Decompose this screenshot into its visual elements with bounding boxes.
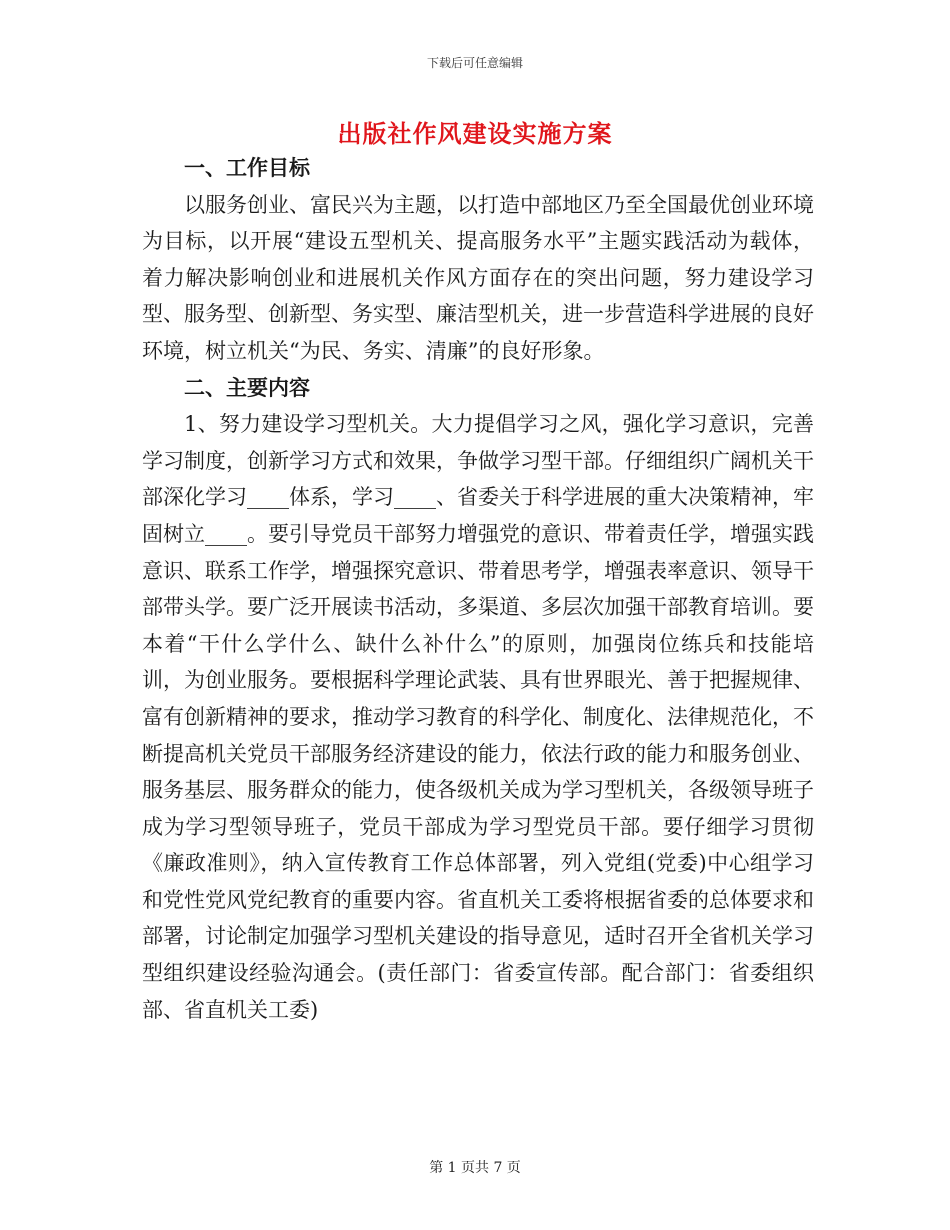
document-body: [142, 150, 814, 1028]
paragraph-learning-organization: 1、努力建设学习型机关。大力提倡学习之风，强化学习意识，完善学习制度，创新学习方式和效果，争做学习型干部。仔细组织广阔机关干部深化学习____体系，学习____、省委关于科学进展的重大决策精神，牢固树立____。要引导党员干部努力增强党的意识、带着责任学，增强实践意识、联系工作学，增强探究意识、带着思考学，增强表率意识、领导干部带头学。要广泛开展读书活动，多渠道、多层次加强干部教育培训。要本着“干什么学什么、缺什么补什么”的原则，加强岗位练兵和技能培训，为创业服务。要根据科学理论武装、具有世界眼光、善于把握规律、富有创新精神的要求，推动学习教育的科学化、制度化、法律规范化，不断提高机关党员干部服务经济建设的能力，依法行政的能力和服务创业、服务基层、服务群众的能力，使各级机关成为学习型机关，各级领导班子成为学习型领导班子，党员干部成为学习型党员干部。要仔细学习贯彻《廉政准则》，纳入宣传教育工作总体部署，列入党组(党委)中心组学习和党性党风党纪教育的重要内容。省直机关工委将根据省委的总体要求和部署，讨论制定加强学习型机关建设的指导意见，适时召开全省机关学习型组织建设经验沟通会。(责任部门：省委宣传部。配合部门：省委组织部、省直机关工委): [142, 412, 814, 1022]
document-title: 出版社作风建设实施方案: [337, 119, 613, 148]
page-number-footer: 第 1 页共 7 页: [429, 1160, 521, 1176]
paragraph-goals: 以服务创业、富民兴为主题，以打造中部地区乃至全国最优创业环境为目标，以开展“建设五型机关、提高服务水平”主题实践活动为载体，着力解决影响创业和进展机关作风方面存在的突出问题，努力建设学习型、服务型、创新型、务实型、廉洁型机关，进一步营造科学进展的良好环境，树立机关“为民、务实、清廉”的良好形象。: [142, 192, 814, 363]
header-note: 下载后可任意编辑: [426, 56, 523, 70]
section-heading-content: 二、主要内容: [184, 374, 310, 400]
section-heading-goals: 一、工作目标: [184, 155, 310, 180]
